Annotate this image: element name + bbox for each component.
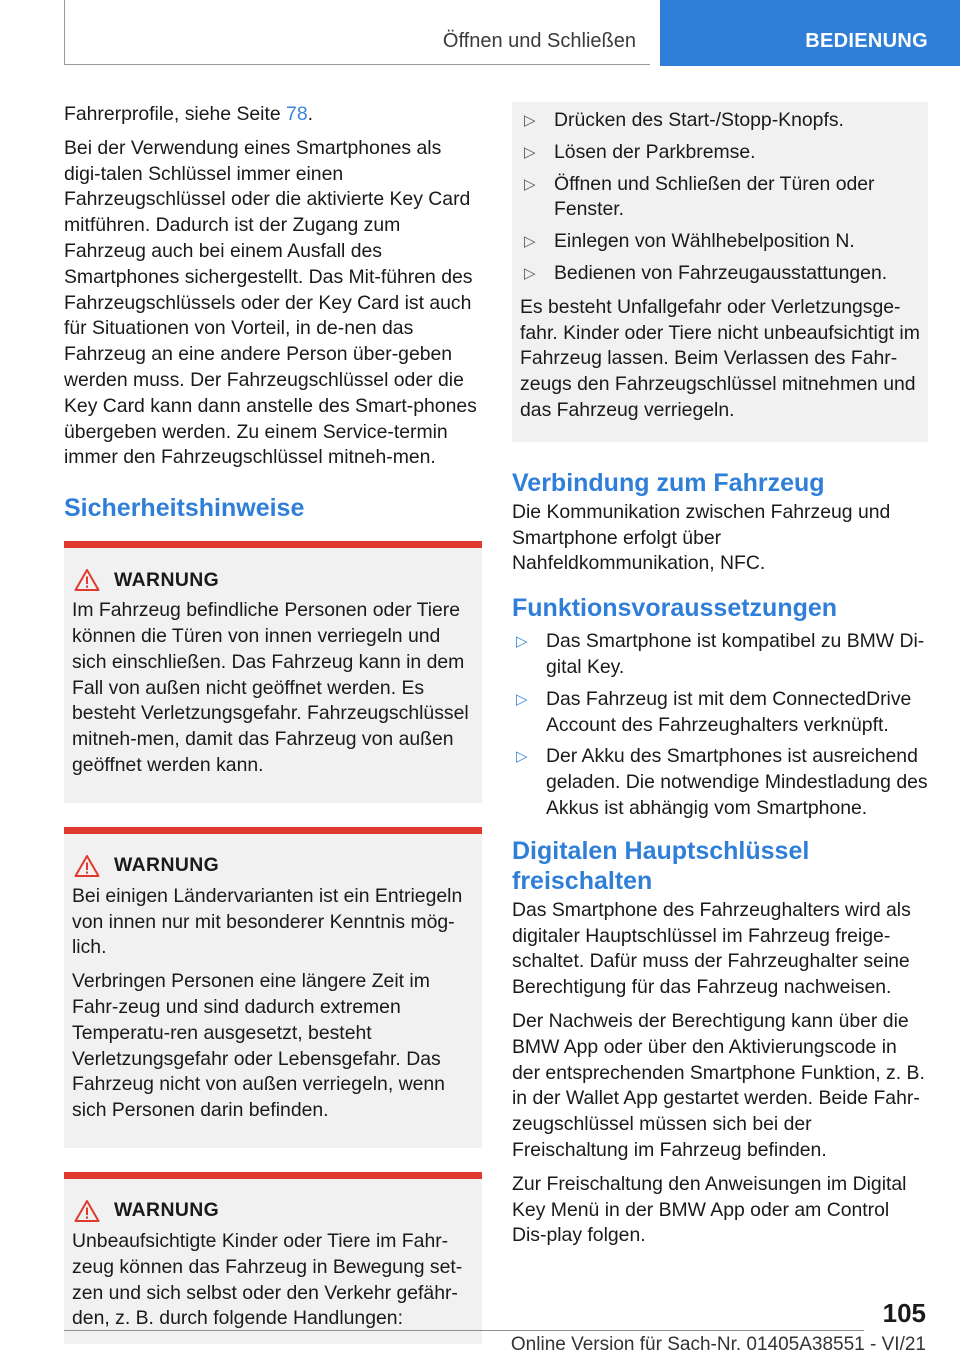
- requirements-list: [512, 629, 928, 822]
- header-section-title: Öffnen und Schließen: [442, 30, 636, 52]
- warning-text: Unbeaufsichtigte Kinder oder Tiere im Fahr‐zeug können das Fahrzeug in Bewegung set‐zen und sich selbst oder den Verkehr gefähr‐den, z. B. durch folgende Handlungen:: [72, 1229, 463, 1330]
- list-item: ▷ Das Fahrzeug ist mit dem ConnectedDrive Account des Fahrzeughalters verknüpft.: [516, 687, 912, 736]
- section-heading-connection: Verbindung zum Fahrzeug: [512, 468, 825, 497]
- warning-text: Verbringen Personen eine längere Zeit im Fahr‐zeug und sind dadurch extremen Temperatu‐ren ausgesetzt, besteht Verletzungsgefahr oder Lebensgefahr. Das Fahrzeug nicht von außen verriegeln, wenn sich Personen darin befinden.: [72, 970, 445, 1122]
- triangle-bullet-icon: ▷: [524, 175, 536, 193]
- page-reference-link[interactable]: 78: [286, 103, 308, 125]
- warning-text: Bei einigen Ländervarianten ist ein Entriegeln von innen nur mit besonderer Kenntnis mög‐lich.: [72, 884, 463, 959]
- warning-text: Im Fahrzeug befindliche Personen oder Tiere können die Türen von innen verriegeln und sich einschließen. Das Fahrzeug kann in dem Fall von außen nicht geöffnet werden. Es besteht Verletzungsgefahr. Fahrzeugschlüssel mitneh‐men, damit das Fahrzeug von außen geöffnet werden kann.: [72, 599, 469, 776]
- action-list: [520, 108, 920, 287]
- warning-triangle-icon: [74, 1199, 100, 1223]
- list-item: ▷ Das Smartphone ist kompatibel zu BMW Di‐gital Key.: [516, 630, 925, 678]
- right-column: [512, 102, 928, 1257]
- connection-paragraph: Die Kommunikation zwischen Fahrzeug und Smartphone erfolgt über Nahfeldkommunikation, NFC.: [512, 500, 891, 575]
- triangle-bullet-icon: ▷: [524, 264, 536, 282]
- triangle-bullet-icon: ▷: [524, 233, 536, 251]
- section-heading-requirements: Funktionsvoraussetzungen: [512, 594, 838, 623]
- warning-title: WARNUNG: [114, 854, 220, 877]
- warning-continuation-box: [512, 102, 928, 442]
- triangle-bullet-icon: ▷: [516, 633, 528, 651]
- triangle-bullet-icon: ▷: [516, 748, 528, 766]
- list-item: ▷ Drücken des Start-/Stopp-Knopfs.: [520, 108, 920, 134]
- section-heading-unlock: Digitalen Hauptschlüssel freischalten: [512, 836, 810, 895]
- page-number: 105: [882, 1298, 926, 1328]
- triangle-bullet-icon: ▷: [524, 112, 536, 129]
- warning-header: [72, 568, 474, 592]
- intro-prefix: Fahrerprofile, siehe Seite: [64, 103, 287, 125]
- list-item: ▷ Lösen der Parkbremse.: [520, 140, 920, 166]
- warning-text: Es besteht Unfallgefahr oder Verletzungsge‐fahr. Kinder oder Tiere nicht unbeaufsichtigt im Fahrzeug lassen. Beim Verlassen des Fahr‐zeugs den Fahrzeugschlüssel mitnehmen und das Fahrzeug verriegeln.: [520, 295, 920, 421]
- warning-box: [64, 541, 482, 803]
- triangle-bullet-icon: ▷: [524, 143, 536, 161]
- intro-suffix: .: [307, 103, 313, 125]
- warning-title: WARNUNG: [114, 568, 220, 591]
- warning-header: [72, 854, 474, 878]
- unlock-paragraph: Zur Freischaltung den Anweisungen im Digital Key Menü in der BMW App oder am Control Dis‐play folgen.: [512, 1172, 907, 1247]
- warning-triangle-icon: [74, 568, 100, 592]
- left-column: [64, 102, 482, 1344]
- list-item: ▷ Der Akku des Smartphones ist ausreichend geladen. Die notwendige Mindestladung des Akkus ist abhängig vom Smartphone.: [516, 745, 928, 819]
- warning-header: [72, 1199, 474, 1223]
- header-chapter-tab: BEDIENUNG: [660, 0, 960, 66]
- triangle-bullet-icon: ▷: [516, 690, 528, 708]
- footer-rule: [64, 1330, 864, 1331]
- warning-box: [64, 1172, 482, 1344]
- warning-title: WARNUNG: [114, 1199, 220, 1222]
- section-heading-safety: Sicherheitshinweise: [64, 494, 305, 523]
- intro-paragraph: [64, 102, 482, 128]
- list-item: ▷ Einlegen von Wählhebelposition N.: [520, 229, 920, 255]
- unlock-paragraph: Das Smartphone des Fahrzeughalters wird als digitaler Hauptschlüssel im Fahrzeug freige‐schaltet. Dafür muss der Fahrzeughalter seine Berechtigung für das Fahrzeug nachweisen.: [512, 898, 911, 999]
- warning-triangle-icon: [74, 854, 100, 878]
- list-item: ▷ Öffnen und Schließen der Türen oder Fenster.: [524, 172, 875, 221]
- list-item: ▷ Bedienen von Fahrzeugausstattungen.: [520, 261, 920, 287]
- footer-version-text: Online Version für Sach-Nr. 01405A38551 - VI/21: [510, 1334, 926, 1355]
- header-bottom-rule: [64, 64, 650, 65]
- digital-key-paragraph: Bei der Verwendung eines Smartphones als digi‐talen Schlüssel immer einen Fahrzeugschlüssel oder die aktivierte Key Card mitführen. Dadurch ist der Zugang zum Fahrzeug auch bei einem Ausfall des Smartphones sichergestellt. Das Mit‐führen des Fahrzeugschlüssels oder der Key Card ist auch für Situationen von Vorteil, in de‐nen das Fahrzeug an eine andere Person über‐geben werden muss. Der Fahrzeugschlüssel oder die Key Card kann dann anstelle des Smart‐phones übergeben werden. Zu einem Service‐termin immer den Fahrzeugschlüssel mitneh‐men.: [64, 136, 477, 469]
- unlock-paragraph: Der Nachweis der Berechtigung kann über die BMW App oder über den Aktivierungscode in der entsprechenden Smartphone Funktion, z. B. in der Wallet App gestartet werden. Beide Fahr‐zeugschlüssel müssen sich bei der Freischaltung im Fahrzeug befinden.: [512, 1009, 925, 1161]
- warning-box: [64, 827, 482, 1148]
